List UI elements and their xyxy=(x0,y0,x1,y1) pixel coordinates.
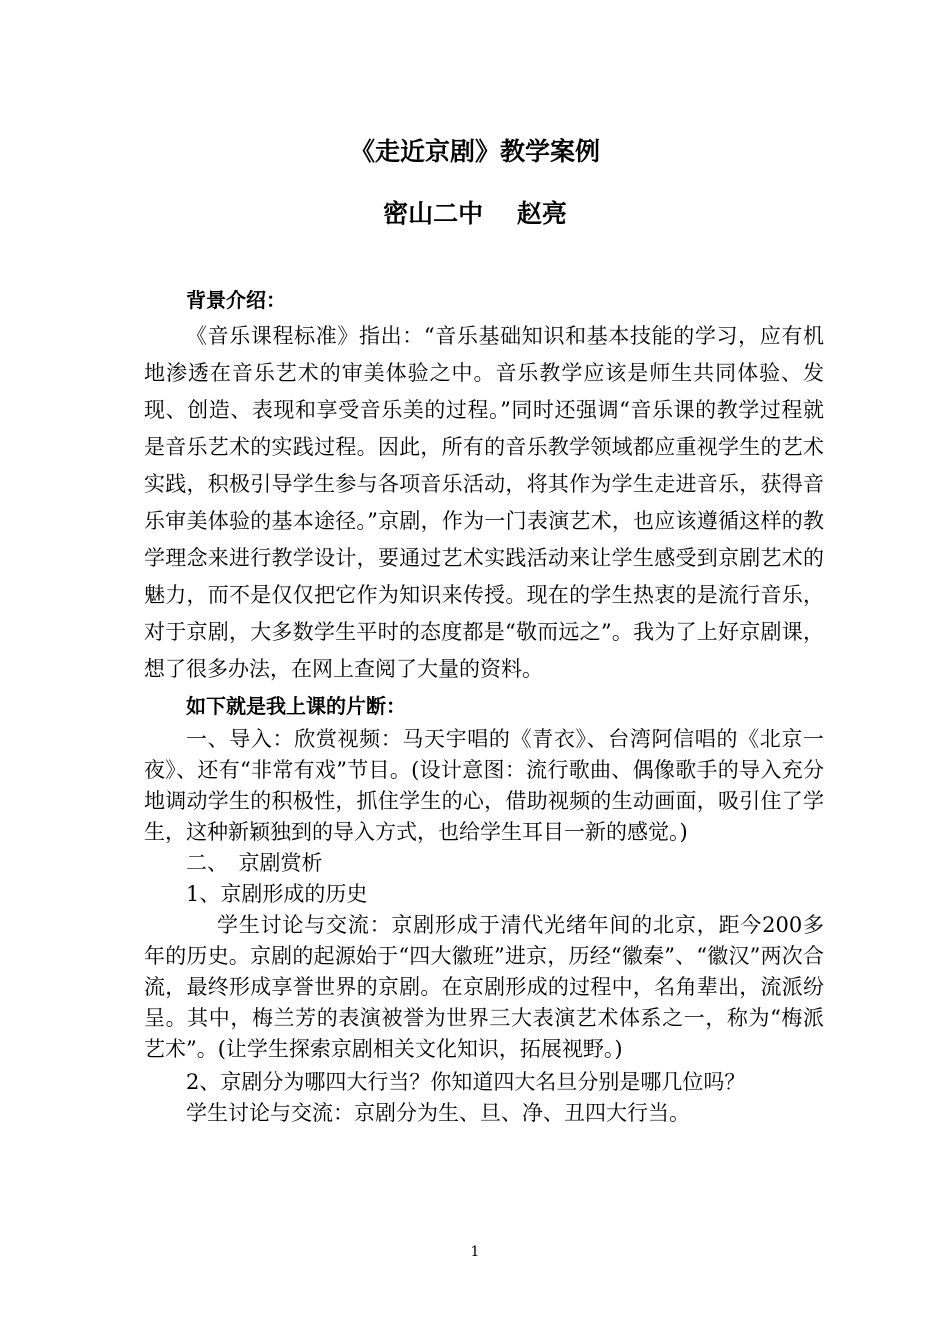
background-heading: 背景介绍： xyxy=(186,288,286,312)
item2-paragraph: 学生讨论与交流：京剧分为生、旦、净、丑四大行当。 xyxy=(186,1101,690,1125)
fragment-heading: 如下就是我上课的片断： xyxy=(186,694,406,718)
background-paragraph: 《音乐课程标准》指出：“音乐基础知识和基本技能的学习，应有机地渗透在音乐艺术的审美体验之中。音乐教学应该是师生共同体验、发现、创造、表现和享受音乐美的过程。”同时还强调“音乐课的教学过程就是音乐艺术的实践过程。因此，所有的音乐教学领域都应重视学生的艺术实践，积极引导学生参与各项音乐活动，将其作为学生走进音乐，获得音乐审美体验的基本途径。”京剧，作为一门表演艺术，也应该遵循这样的教学理念来进行教学设计，要通过艺术实践活动来让学生感受到京剧艺术的魅力，而不是仅仅把它作为知识来传授。现在的学生热衷的是流行音乐，对于京剧，大多数学生平时的态度都是“敬而远之”。我为了上好京剧课，想了很多办法，在网上查阅了大量的资料。 xyxy=(144,324,824,681)
page-number: 1 xyxy=(470,1244,480,1260)
author-line: 密山二中 赵亮 xyxy=(383,199,567,228)
document-title: 《走近京剧》教学案例 xyxy=(349,137,600,166)
item1-title: 1、京剧形成的历史 xyxy=(186,882,368,906)
document-body xyxy=(144,282,824,1129)
item2-title: 2、京剧分为哪四大行当？你知道四大名旦分别是哪几位吗？ xyxy=(186,1070,746,1094)
item1-paragraph: 学生讨论与交流：京剧形成于清代光绪年间的北京，距今200多年的历史。京剧的起源始于“四大徽班”进京，历经“徽秦”、“徽汉”两次合流，最终形成享誉世界的京剧。在京剧形成的过程中，名角辈出，流派纷呈。其中，梅兰芳的表演被誉为世界三大表演艺术体系之一，称为“梅派艺术”。(让学生探索京剧相关文化知识，拓展视野。) xyxy=(144,913,824,1061)
section2-title: 二、 京剧赏析 xyxy=(186,851,323,875)
intro-paragraph: 一、导入：欣赏视频：马天宇唱的《青衣》、台湾阿信唱的《北京一夜》、还有“非常有戏”节目。(设计意图：流行歌曲、偶像歌手的导入充分地调动学生的积极性，抓住学生的心，借助视频的生动画面，吸引住了学生，这种新颖独到的导入方式，也给学生耳目一新的感觉。) xyxy=(144,727,824,844)
